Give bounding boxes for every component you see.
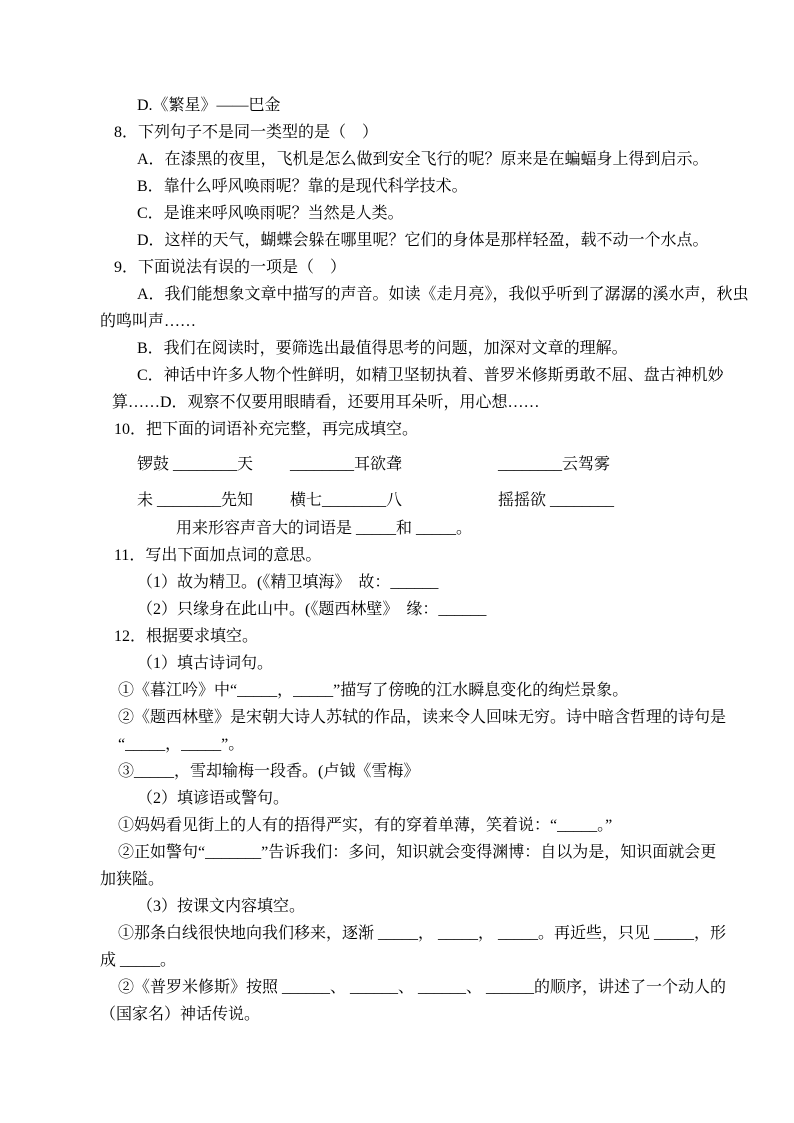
q12-stem: 12．根据要求填空。	[114, 628, 259, 645]
q10-blanks-row-2	[0, 487, 794, 515]
q11-sub-1: （1）故为精卫。(《精卫填海》 故：______	[137, 574, 439, 591]
q12-2-item1: ①妈妈看见街上的人有的捂得严实，有的穿着单薄，笑着说：“_____。”	[118, 817, 613, 834]
q9-option-c-d-line2: 算……D．观察不仅要用眼睛看，还要用耳朵听，用心想……	[112, 394, 540, 411]
q7-option-d: D.《繁星》——巴金	[137, 97, 281, 114]
q12-3-item2-line2: （国家名）神话传说。	[100, 1006, 261, 1023]
q12-2-item2-line1: ②正如警句“_______”告诉我们：多问，知识就会变得渊博：自以为是，知识面就会更	[118, 844, 717, 861]
fill-in-blank-phrase: 摇摇欲 ________	[498, 492, 615, 509]
q8-option-b: B．靠什么呼风唤雨呢？靠的是现代科学技术。	[137, 178, 468, 195]
exam-worksheet-body	[0, 92, 794, 1028]
q12-1-item3: ③_____，雪却输梅一段香。(卢钺《雪梅》	[118, 763, 420, 780]
q10-note: 用来形容声音大的词语是 _____和 _____。	[176, 520, 473, 537]
q12-2-item2-line2: 加狭隘。	[100, 871, 165, 888]
q8-stem: 8．下列句子不是同一类型的是（ ）	[114, 124, 379, 141]
fill-in-blank-phrase: ________云驾雾	[498, 456, 611, 473]
fill-in-blank-phrase: 未 ________先知	[137, 492, 254, 509]
q12-1-item1: ①《暮江吟》中“_____，_____”描写了傍晚的江水瞬息变化的绚烂景象。	[118, 682, 629, 699]
q9-option-b: B．我们在阅读时，要筛选出最值得思考的问题，加深对文章的理解。	[137, 340, 628, 357]
q9-option-c-line1: C．神话中许多人物个性鲜明，如精卫坚韧执着、普罗米修斯勇敢不屈、盘古神机妙	[137, 367, 724, 384]
q9-option-a-line1: A．我们能想象文章中描写的声音。如读《走月亮》，我似乎听到了潺潺的溪水声，秋虫	[137, 286, 749, 303]
q12-1-label: （1）填古诗词句。	[137, 655, 274, 672]
q12-1-item2-line2: “_____，_____”。	[118, 736, 245, 753]
q8-option-d: D．这样的天气，蝴蝶会躲在哪里呢？它们的身体是那样轻盈，载不动一个水点。	[137, 232, 709, 249]
q12-1-item2-line1: ②《题西林壁》是宋朝大诗人苏轼的作品，读来令人回味无穷。诗中暗含哲理的诗句是	[118, 709, 727, 726]
q12-3-item1-line1: ①那条白线很快地向我们移来，逐渐 _____， _____， _____。再近些，只见 _____，形	[118, 925, 727, 942]
q11-stem: 11．写出下面加点词的意思。	[114, 547, 322, 564]
q11-sub-2: （2）只缘身在此山中。(《题西林壁》 缘：______	[137, 601, 487, 618]
q10-blanks-row-1	[0, 451, 794, 479]
fill-in-blank-phrase: ________耳欲聋	[290, 456, 403, 473]
q9-stem: 9．下面说法有误的一项是（ ）	[114, 259, 347, 276]
q12-3-item2-line1: ②《普罗米修斯》按照 ______、 ______、 ______、 ______的顺序，讲述了一个动人的	[118, 979, 727, 996]
q9-option-a-line2: 的鸣叫声……	[100, 313, 197, 330]
q8-option-a: A．在漆黑的夜里，飞机是怎么做到安全飞行的呢？原来是在蝙蝠身上得到启示。	[137, 151, 709, 168]
q12-2-label: （2）填谚语或警句。	[137, 790, 290, 807]
q8-option-c: C．是谁来呼风唤雨呢？当然是人类。	[137, 205, 404, 222]
fill-in-blank-phrase: 横七________八	[290, 492, 403, 509]
q10-stem: 10．把下面的词语补充完整，再完成填空。	[114, 421, 419, 438]
q12-3-label: （3）按课文内容填空。	[137, 898, 306, 915]
q12-3-item1-line2: 成 _____。	[100, 952, 177, 969]
fill-in-blank-phrase: 锣鼓 ________天	[137, 456, 254, 473]
